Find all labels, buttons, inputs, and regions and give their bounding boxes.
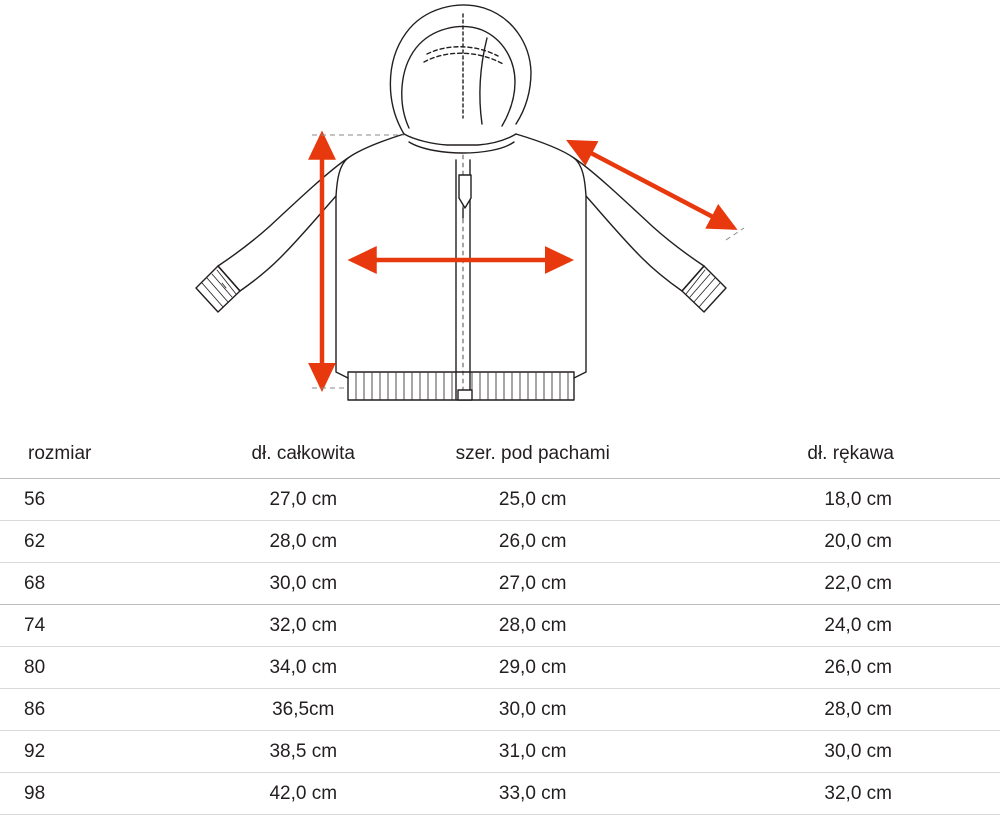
garment-outline	[196, 5, 726, 400]
cell-size: 92	[24, 740, 46, 762]
cell-sleeve-length: 18,0 cm	[824, 488, 892, 510]
table-row	[0, 773, 1000, 815]
cell-size: 68	[24, 572, 46, 594]
header-sleeve-length: dł. rękawa	[653, 430, 1000, 479]
cell-chest-width: 25,0 cm	[498, 488, 567, 510]
table-row	[0, 605, 1000, 647]
cell-size: 86	[24, 698, 46, 720]
cell-sleeve-length: 32,0 cm	[824, 782, 892, 804]
cell-chest-width: 33,0 cm	[498, 782, 567, 804]
cell-total-length: 34,0 cm	[269, 656, 338, 678]
cell-total-length: 28,0 cm	[269, 530, 338, 552]
cell-total-length: 27,0 cm	[269, 488, 338, 510]
table-row	[0, 689, 1000, 731]
cell-sleeve-length: 30,0 cm	[824, 740, 892, 762]
cell-chest-width: 31,0 cm	[498, 740, 567, 762]
size-chart-table	[0, 430, 1000, 815]
cell-chest-width: 27,0 cm	[498, 572, 567, 594]
cell-total-length: 36,5cm	[272, 698, 335, 720]
cell-chest-width: 29,0 cm	[498, 656, 567, 678]
cell-sleeve-length: 20,0 cm	[824, 530, 892, 552]
sleeve-length-arrow	[570, 142, 744, 240]
cell-total-length: 30,0 cm	[269, 572, 338, 594]
cell-chest-width: 26,0 cm	[498, 530, 567, 552]
cell-size: 98	[24, 782, 46, 804]
cell-size: 80	[24, 656, 46, 678]
cell-sleeve-length: 24,0 cm	[824, 614, 892, 636]
cell-chest-width: 30,0 cm	[498, 698, 567, 720]
cell-sleeve-length: 28,0 cm	[824, 698, 892, 720]
header-total-length: dł. całkowita	[194, 430, 412, 479]
table-row	[0, 521, 1000, 563]
cell-size: 62	[24, 530, 46, 552]
cell-size: 56	[24, 488, 46, 510]
cell-sleeve-length: 26,0 cm	[824, 656, 892, 678]
cell-total-length: 32,0 cm	[269, 614, 338, 636]
header-chest-width: szer. pod pachami	[412, 430, 653, 479]
cell-chest-width: 28,0 cm	[498, 614, 567, 636]
cell-total-length: 38,5 cm	[269, 740, 338, 762]
table-row	[0, 731, 1000, 773]
table-row	[0, 563, 1000, 605]
cell-size: 74	[24, 614, 46, 636]
cell-sleeve-length: 22,0 cm	[824, 572, 892, 594]
cell-total-length: 42,0 cm	[269, 782, 338, 804]
table-row	[0, 479, 1000, 521]
table-header-row	[0, 430, 1000, 479]
header-size: rozmiar	[0, 430, 194, 479]
table-row	[0, 647, 1000, 689]
